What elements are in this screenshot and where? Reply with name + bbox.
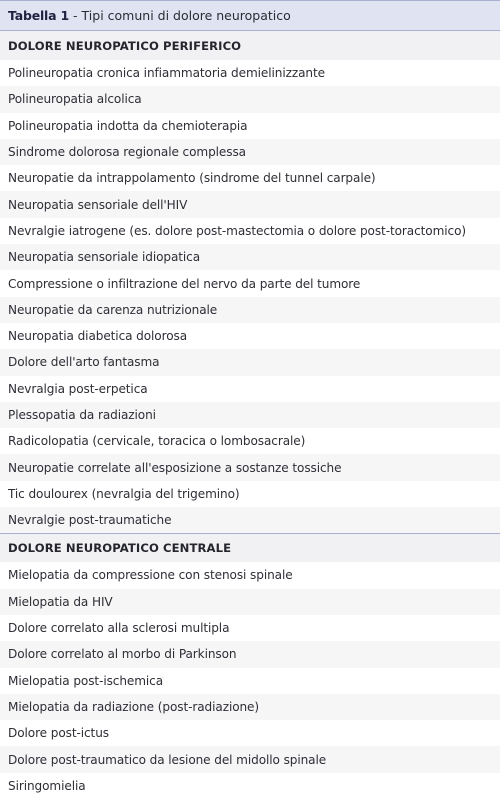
table-caption — [0, 0, 500, 31]
table-caption-separator: - — [73, 8, 78, 23]
table-row: Dolore post-traumatico da lesione del midollo spinale — [0, 746, 500, 772]
table-row: Tic doulourex (nevralgia del trigemino) — [8, 486, 240, 501]
table-row: Neuropatia sensoriale idiopatica — [0, 244, 500, 270]
section-rows-peripheral — [0, 60, 500, 533]
table-caption-label: Tabella 1 — [8, 8, 70, 23]
table-row: Siringomielia — [8, 778, 86, 793]
table-row: Polineuropatia cronica infiammatoria demielinizzante — [8, 66, 325, 81]
section-header-central: DOLORE NEUROPATICO CENTRALE — [0, 533, 500, 562]
table-row: Polineuropatia alcolica — [0, 86, 500, 112]
table-row: Mielopatia da compressione con stenosi spinale — [8, 568, 293, 583]
table-row: Polineuropatia indotta da chemioterapia — [8, 118, 248, 133]
table-row: Nevralgie post-traumatiche — [0, 507, 500, 533]
table-row: Neuropatie correlate all'esposizione a sostanze tossiche — [0, 454, 500, 480]
table-row: Plessopatia da radiazioni — [0, 402, 500, 428]
table-row: Nevralgie iatrogene (es. dolore post-mastectomia o dolore post-toractomico) — [8, 223, 466, 238]
table-row: Neuropatia sensoriale dell'HIV — [0, 191, 500, 217]
table-row: Sindrome dolorosa regionale complessa — [0, 139, 500, 165]
table-row: Neuropatie da carenza nutrizionale — [0, 297, 500, 323]
table-row: Mielopatia da radiazione (post-radiazione) — [0, 694, 500, 720]
table-row: Mielopatia post-ischemica — [8, 673, 164, 688]
table-row: Mielopatia da HIV — [0, 589, 500, 615]
table-row: Dolore post-ictus — [8, 726, 109, 741]
section-rows-central — [0, 562, 500, 799]
table-row: Radicolopatia (cervicale, toracica o lombosacrale) — [8, 434, 306, 449]
table-row: Compressione o infiltrazione del nervo da parte del tumore — [8, 276, 361, 291]
table-row: Neuropatie da intrappolamento (sindrome del tunnel carpale) — [8, 171, 376, 186]
table-caption-title: Tipi comuni di dolore neuropatico — [81, 8, 291, 23]
table-row: Dolore correlato al morbo di Parkinson — [0, 641, 500, 667]
table-row: Dolore correlato alla sclerosi multipla — [8, 621, 230, 636]
table-row: Neuropatia diabetica dolorosa — [8, 329, 188, 344]
table-row: Dolore dell'arto fantasma — [0, 349, 500, 375]
section-header-peripheral: DOLORE NEUROPATICO PERIFERICO — [0, 31, 500, 60]
table-row: Nevralgia post-erpetica — [8, 381, 148, 396]
